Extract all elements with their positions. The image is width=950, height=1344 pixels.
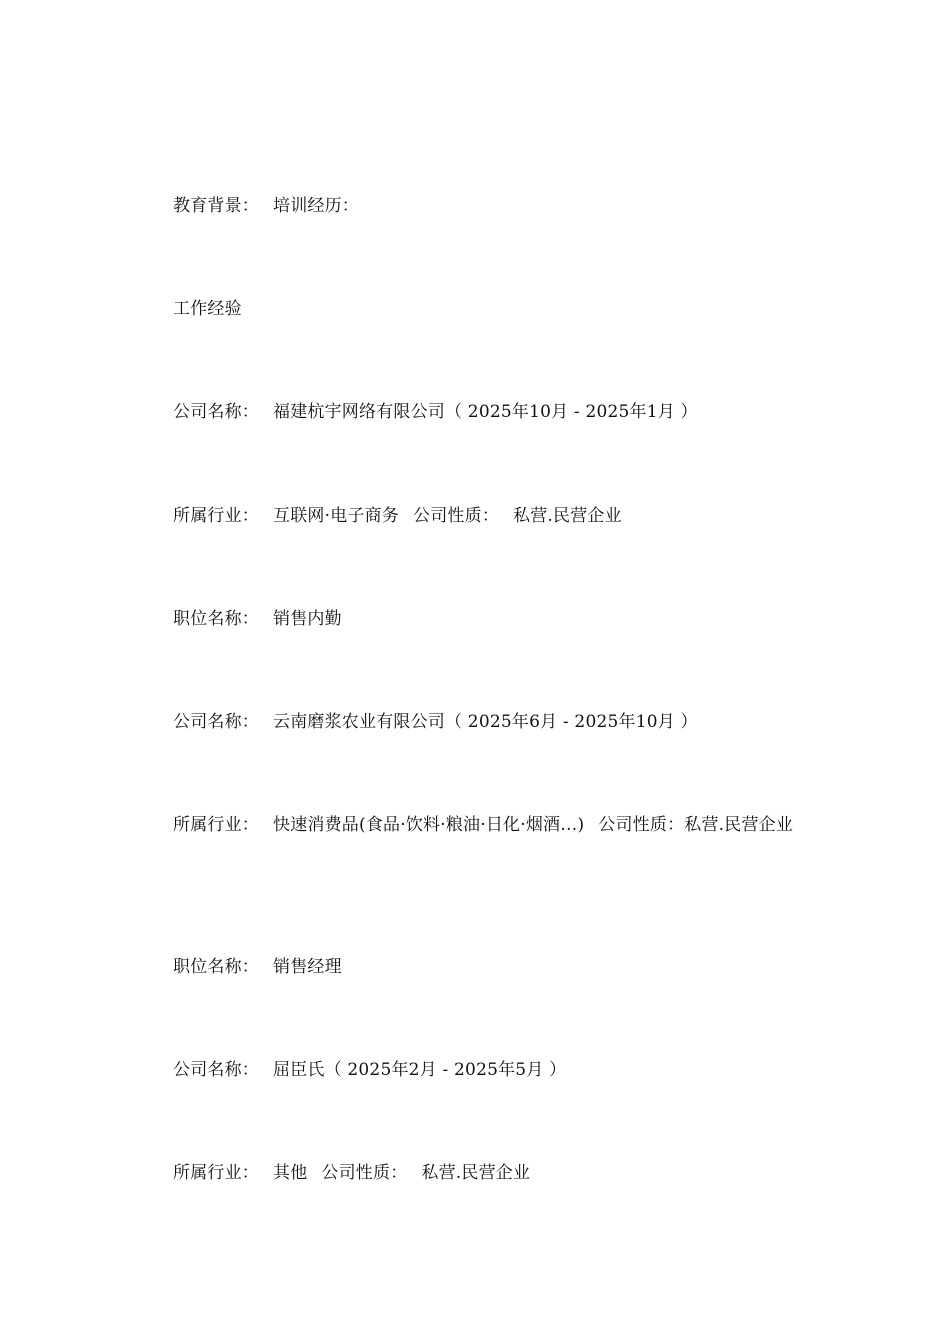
nature-label: 公司性质： [413, 506, 500, 526]
nature-value: 私营.民营企业 [513, 506, 622, 526]
company-name: 福建杭宇网络有限公司（ 2025年10月 - 2025年1月 ） [273, 402, 698, 422]
education-line [173, 198, 359, 215]
industry-label: 所属行业： [173, 506, 259, 526]
nature-label: 公司性质： [321, 1163, 408, 1183]
nature-label: 公司性质： [598, 815, 685, 835]
position-label: 职位名称： [173, 957, 259, 977]
position-label: 职位名称： [173, 609, 259, 629]
industry-value: 其他 [273, 1163, 308, 1183]
training-label: 培训经历： [273, 196, 359, 216]
job-2-position-line [173, 959, 342, 976]
company-name: 云南磨浆农业有限公司（ 2025年6月 - 2025年10月 ） [273, 712, 698, 732]
job-1-position-line [173, 611, 342, 628]
education-label: 教育背景： [173, 196, 259, 216]
company-label: 公司名称： [173, 1060, 259, 1080]
job-1-company-line [173, 404, 698, 421]
industry-label: 所属行业： [173, 815, 259, 835]
company-name: 屈臣氏（ 2025年2月 - 2025年5月 ） [273, 1060, 567, 1080]
job-3-industry-line [173, 1165, 530, 1182]
nature-value: 私营.民营企业 [421, 1163, 531, 1183]
work-section-title: 工作经验 [173, 299, 242, 319]
position-value: 销售内勤 [273, 609, 342, 629]
nature-value: 私营.民营企业 [684, 815, 794, 835]
job-3-company-line [173, 1062, 566, 1079]
job-1-industry-line [173, 508, 622, 525]
job-2-industry-line [145, 806, 805, 844]
company-label: 公司名称： [173, 402, 259, 422]
industry-value: 快速消费品(食品·饮料·粮油·日化·烟酒…) [273, 815, 585, 835]
job-2-company-line [173, 714, 698, 731]
position-value: 销售经理 [273, 957, 342, 977]
industry-label: 所属行业： [173, 1163, 259, 1183]
industry-value: 互联网·电子商务 [273, 506, 400, 526]
company-label: 公司名称： [173, 712, 259, 732]
